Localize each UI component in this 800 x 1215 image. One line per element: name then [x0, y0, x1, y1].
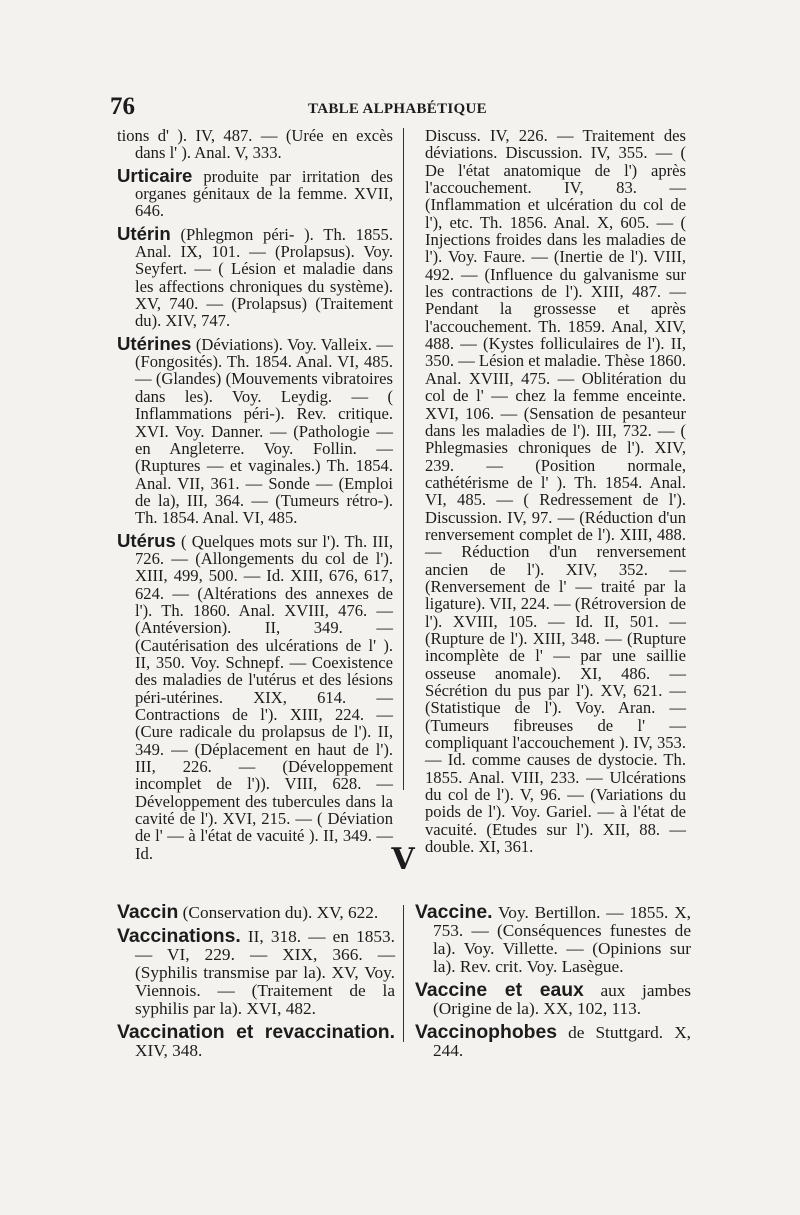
entry-text: (Phlegmon péri- ). Th. 1855. Anal. IX, 101. — (Prolapsus). Voy. Seyfert. — ( Lésion et maladie dans les affections chroniques du système). XV, 740. — (Prolapsus) (Traitement du). XIV, 747.	[135, 224, 393, 331]
index-entry	[415, 981, 691, 1018]
entry-text: de Stuttgard. X, 244.	[433, 1023, 691, 1060]
entry-text: Discuss. IV, 226. — Traitement des déviations. Discussion. IV, 355. — ( De l'état anatomique de l') après l'accouchement. IV, 83. — (Inflammation et ulcération du col de l'), etc. Th. 1856. Anal. X, 605. — ( Injections froides dans les maladies de l'). Voy. Faure. — (Inertie de l'). VIII, 492. — (Influence du galvanisme sur les contractions de l'). XIII, 487. — Pendant la grossesse et après l'accouchement. Th. 1859. Anal, XIV, 488. — (Kystes folliculaires de l'). II, 350. — Lésion et maladie. Thèse 1860. Anal. XVIII, 475. — Oblitération du col de l' — chez la femme enceinte. XVI, 106. — (Sensation de pesanteur dans les maladies de l'). III, 732. — ( Phlegmasies chroniques de l'). XIV, 239. — (Position normale, cathétérisme de l' ). Th. 1854. Anal. VI, 485. — ( Redressement de l'). Discussion. IV, 97. — (Réduction d'un renversement complet de l'). XIII, 488. — Réduction d'un renversement ancien de l'). XIV, 352. — (Renversement de l' — traité par la ligature). VII, 224. — (Rétroversion de l'). XVIII, 105. — Id. II, 501. — (Rupture de l'). XIII, 348. — (Rupture incomplète de l' — par une saillie osseuse anomale). XI, 486. — Sécrétion du pus par l'). XV, 621. — (Statistique de l'). Voy. Aran. — (Tumeurs fibreuses de l' — compliquant l'accouchement ). IV, 353. — Id. comme causes de dystocie. Th. 1855. Anal. VIII, 233. — Ulcérations du col de l'). V, 96. — (Variations du poids de l'). Voy. Gariel. — à l'état de vacuité. (Etudes sur l'). XII, 88. — double. XI, 361.	[425, 126, 686, 857]
page-number: 76	[110, 93, 135, 120]
entry-text: aux jambes (Origine de la). XX, 102, 113.	[433, 981, 692, 1018]
entry-text: Voy. Bertillon. — 1855. X, 753. — (Conséquences funestes de la). Voy. Villette. — (Opinions sur la). Rev. crit. Voy. Lasègue.	[433, 903, 691, 976]
index-entry	[117, 903, 395, 922]
section-letter: V	[391, 842, 415, 877]
entry-headword: Vaccinations.	[117, 925, 241, 947]
index-entry	[117, 127, 393, 162]
entry-headword: Vaccinophobes	[415, 1021, 558, 1043]
upper-left-column	[117, 127, 393, 867]
entry-headword: Utérin	[117, 222, 171, 244]
entry-text: tions d' ). IV, 487. — (Urée en excès dans l' ). Anal. V, 333.	[117, 126, 393, 163]
index-entry	[117, 332, 393, 528]
entry-text: XIV, 348.	[135, 1041, 203, 1060]
entry-headword: Urticaire	[117, 164, 193, 186]
entry-text: (Déviations). Voy. Valleix. — (Fongosités). Th. 1854. Anal. VI, 485. — (Glandes) (Mouvements vibratoires dans les). Voy. Leydig. — ( Inflammations péri-). Rev. critique. XVI. Voy. Danner. — (Pathologie — en Angleterre. Voy. Follin. — (Ruptures — et vaginales.) Th. 1854. Anal. VII, 361. — Sonde — (Emploi de la), III, 364. — (Tumeurs rétro-). Th. 1854. Anal. VI, 485.	[135, 334, 393, 528]
entry-headword: Utérines	[117, 332, 192, 354]
entry-text: (Conservation du). XV, 622.	[178, 903, 379, 922]
column-divider	[403, 128, 404, 790]
index-entry	[415, 903, 691, 976]
entry-headword: Vaccin	[117, 901, 179, 923]
entry-headword: Utérus	[117, 529, 176, 551]
lower-right-column	[415, 903, 691, 1065]
index-entry	[117, 1023, 395, 1060]
entry-text: II, 318. — en 1853. — VI, 229. — XIX, 366. — (Syphilis transmise par la). XV, Voy. Viennois. — (Traitement de la syphilis par la). XVI, 482.	[135, 927, 395, 1018]
running-title: TABLE ALPHABÉTIQUE	[308, 101, 487, 117]
index-entry	[117, 164, 393, 221]
entry-text: produite par irritation des organes génitaux de la femme. XVII, 646.	[135, 166, 393, 221]
index-entry	[117, 222, 393, 331]
upper-right-column	[425, 127, 686, 855]
entry-headword: Vaccine et eaux	[415, 979, 584, 1001]
index-entry	[117, 529, 393, 863]
column-divider	[403, 905, 404, 1042]
index-entry	[117, 927, 395, 1018]
entry-text: ( Quelques mots sur l'). Th. III, 726. — (Allongements du col de l'). XIII, 499, 500. — Id. XIII, 676, 617, 624. — (Altérations des annexes de l'). Th. 1860. Anal. XVIII, 476. — (Antéversion). II, 349. — (Cautérisation des ulcérations de l' ). II, 350. Voy. Schnepf. — Coexistence des maladies de l'utérus et des lésions péri-utérines. XIX, 614. — Contractions de l'). XIII, 224. — (Cure radicale du prolapsus de l'). II, 349. — (Déplacement en haut de l'). III, 226. — (Développement incomplet de l')). VIII, 628. — Développement des tubercules dans la cavité de l'). XVI, 215. — ( Déviation de l' — à l'état de vacuité ). II, 349. — Id.	[135, 531, 393, 863]
index-entry	[415, 1023, 691, 1060]
lower-left-column	[117, 903, 395, 1065]
index-entry	[425, 127, 686, 855]
entry-headword: Vaccine.	[415, 901, 493, 923]
entry-headword: Vaccination et revaccination.	[117, 1021, 395, 1043]
